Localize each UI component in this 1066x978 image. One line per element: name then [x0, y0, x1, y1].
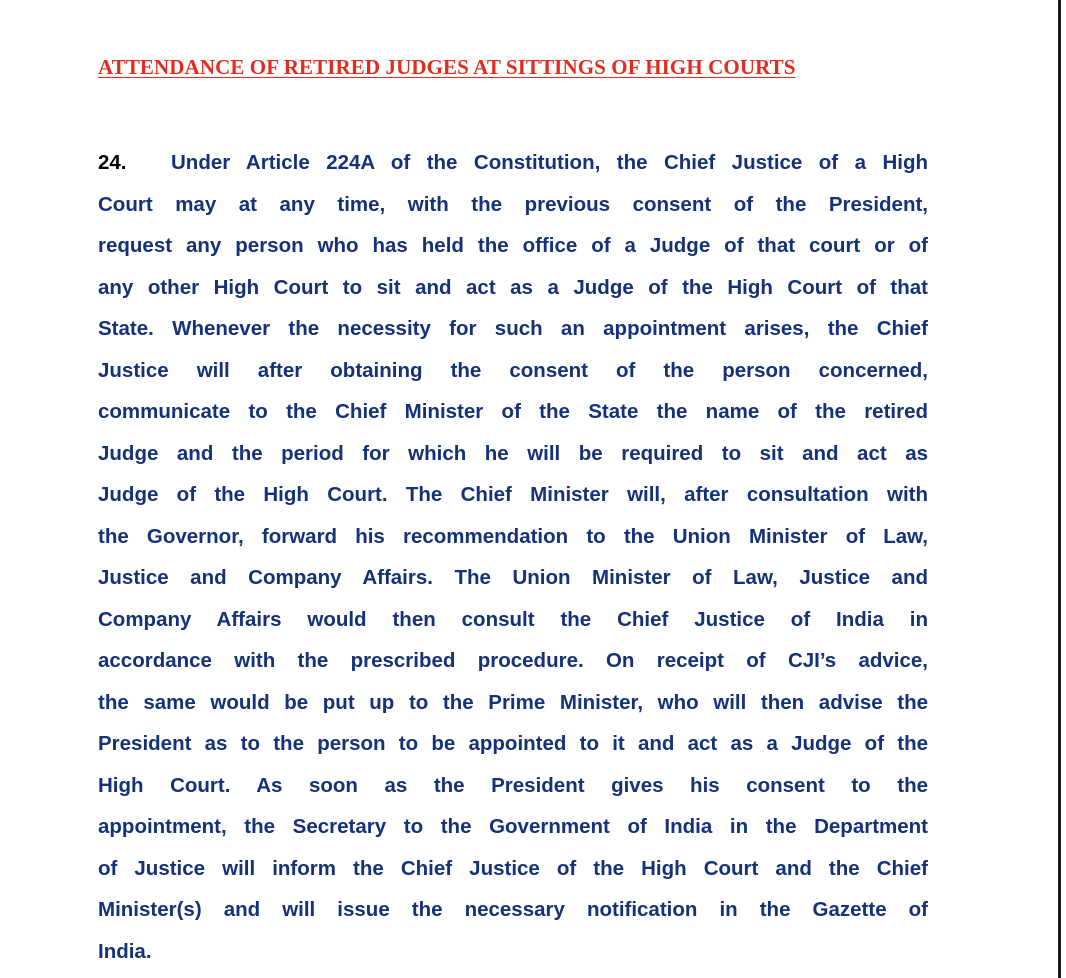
text-line-content: Under Article 224A of the Constitution, the Chief Justice of a High: [171, 151, 928, 174]
text-line: Justice and Company Affairs. The Union Minister of Law, Justice and: [98, 566, 928, 589]
text-line: [98, 142, 928, 184]
page-edge-border: [1058, 0, 1061, 978]
text-line: Court may at any time, with the previous consent of the President,: [98, 192, 928, 216]
text-line: request any person who has held the office of a Judge of that court or of: [98, 234, 928, 257]
text-line: Minister(s) and will issue the necessary notification in the Gazette of: [98, 898, 928, 921]
text-line: accordance with the prescribed procedure. On receipt of CJI’s advice,: [98, 649, 928, 672]
text-line: the Governor, forward his recommendation to the Union Minister of Law,: [98, 524, 928, 548]
text-line: any other High Court to sit and act as a Judge of the High Court of that: [98, 275, 928, 299]
text-line: Justice will after obtaining the consent of the person concerned,: [98, 358, 928, 382]
text-line: of Justice will inform the Chief Justice of the High Court and the Chief: [98, 856, 928, 880]
paragraph-24: [98, 142, 928, 972]
text-line: Judge and the period for which he will be required to sit and act as: [98, 441, 928, 465]
text-line: communicate to the Chief Minister of the State the name of the retired: [98, 400, 928, 423]
text-line: President as to the person to be appointed to it and act as a Judge of the: [98, 732, 928, 755]
text-line: Company Affairs would then consult the Chief Justice of India in: [98, 607, 928, 631]
text-line: Judge of the High Court. The Chief Minister will, after consultation with: [98, 483, 928, 506]
section-heading: ATTENDANCE OF RETIRED JUDGES AT SITTINGS OF HIGH COURTS: [98, 55, 796, 79]
text-line: High Court. As soon as the President gives his consent to the: [98, 773, 928, 797]
text-line: State. Whenever the necessity for such an appointment arises, the Chief: [98, 317, 928, 340]
text-line-last: India.: [98, 939, 152, 963]
text-line: appointment, the Secretary to the Government of India in the Department: [98, 815, 928, 838]
text-line: the same would be put up to the Prime Minister, who will then advise the: [98, 690, 928, 714]
paragraph-number: 24.: [98, 151, 127, 174]
